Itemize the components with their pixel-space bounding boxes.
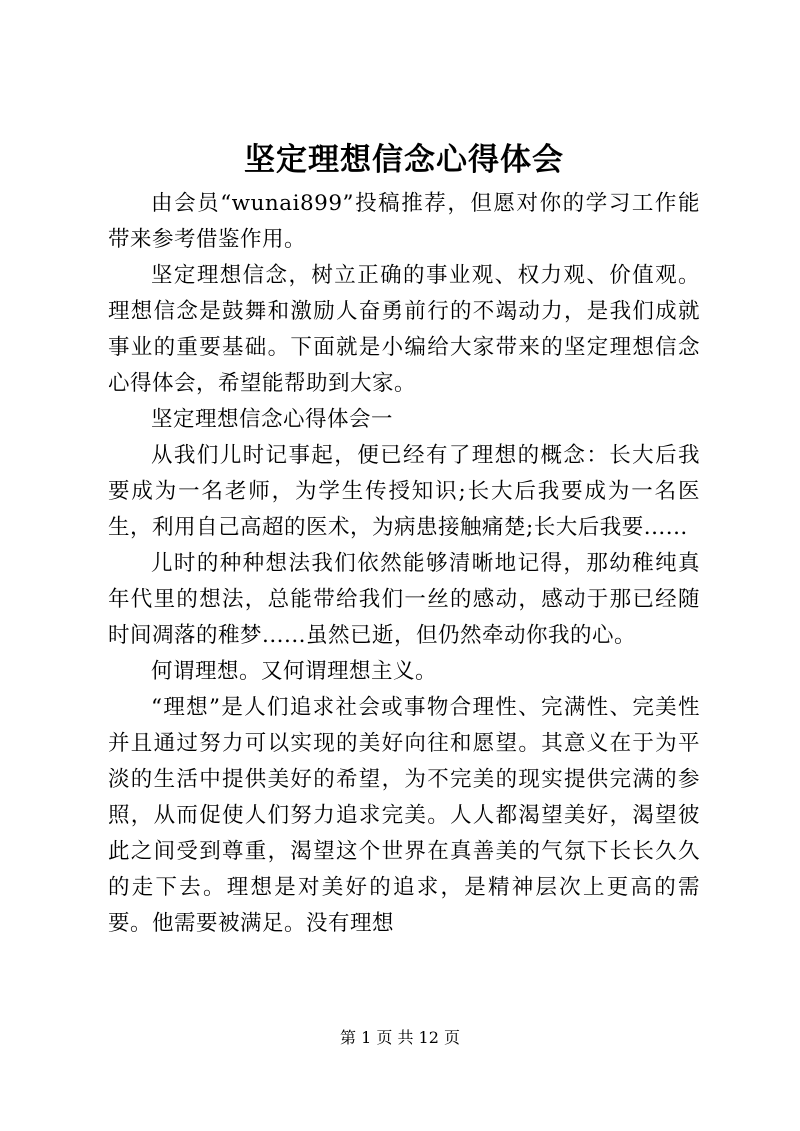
paragraph-summary: 坚定理想信念，树立正确的事业观、权力观、价值观。理想信念是鼓舞和激励人奋勇前行的不竭动力，是我们成就事业的重要基础。下面就是小编给大家带来的坚定理想信念心得体会，希望能帮助到大家。: [108, 263, 700, 396]
paragraph-definition: “理想”是人们追求社会或事物合理性、完满性、完美性并且通过努力可以实现的美好向往和愿望。其意义在于为平淡的生活中提供美好的希望，为不完美的现实提供完满的参照，从而促使人们努力追求完美。人人都渴望美好，渴望彼此之间受到尊重，渴望这个世界在真善美的气氛下长长久久的走下去。理想是对美好的追求，是精神层次上更高的需要。他需要被满足。没有理想: [108, 695, 700, 936]
paragraph-childhood: 从我们儿时记事起，便已经有了理想的概念：长大后我要成为一名老师，为学生传授知识;长大后我要成为一名医生，利用自己高超的医术，为病患接触痛楚;长大后我要......: [108, 443, 700, 540]
section-heading: 坚定理想信念心得体会一: [151, 407, 394, 432]
page-footer: [0, 1028, 800, 1048]
document-title: 坚定理想信念心得体会: [244, 142, 564, 178]
paragraph-question: 何谓理想。又何谓理想主义。: [151, 659, 438, 684]
document-body: [108, 186, 700, 942]
page-number-label: 第 1 页 共 12 页: [340, 1028, 460, 1047]
paragraph-memories: 儿时的种种想法我们依然能够清晰地记得，那幼稚纯真年代里的想法，总能带给我们一丝的感动，感动于那已经随时间凋落的稚梦......虽然已逝，但仍然牵动你我的心。: [108, 551, 700, 648]
paragraph-intro: 由会员“wunai899”投稿推荐，但愿对你的学习工作能带来参考借鉴作用。: [108, 191, 700, 252]
